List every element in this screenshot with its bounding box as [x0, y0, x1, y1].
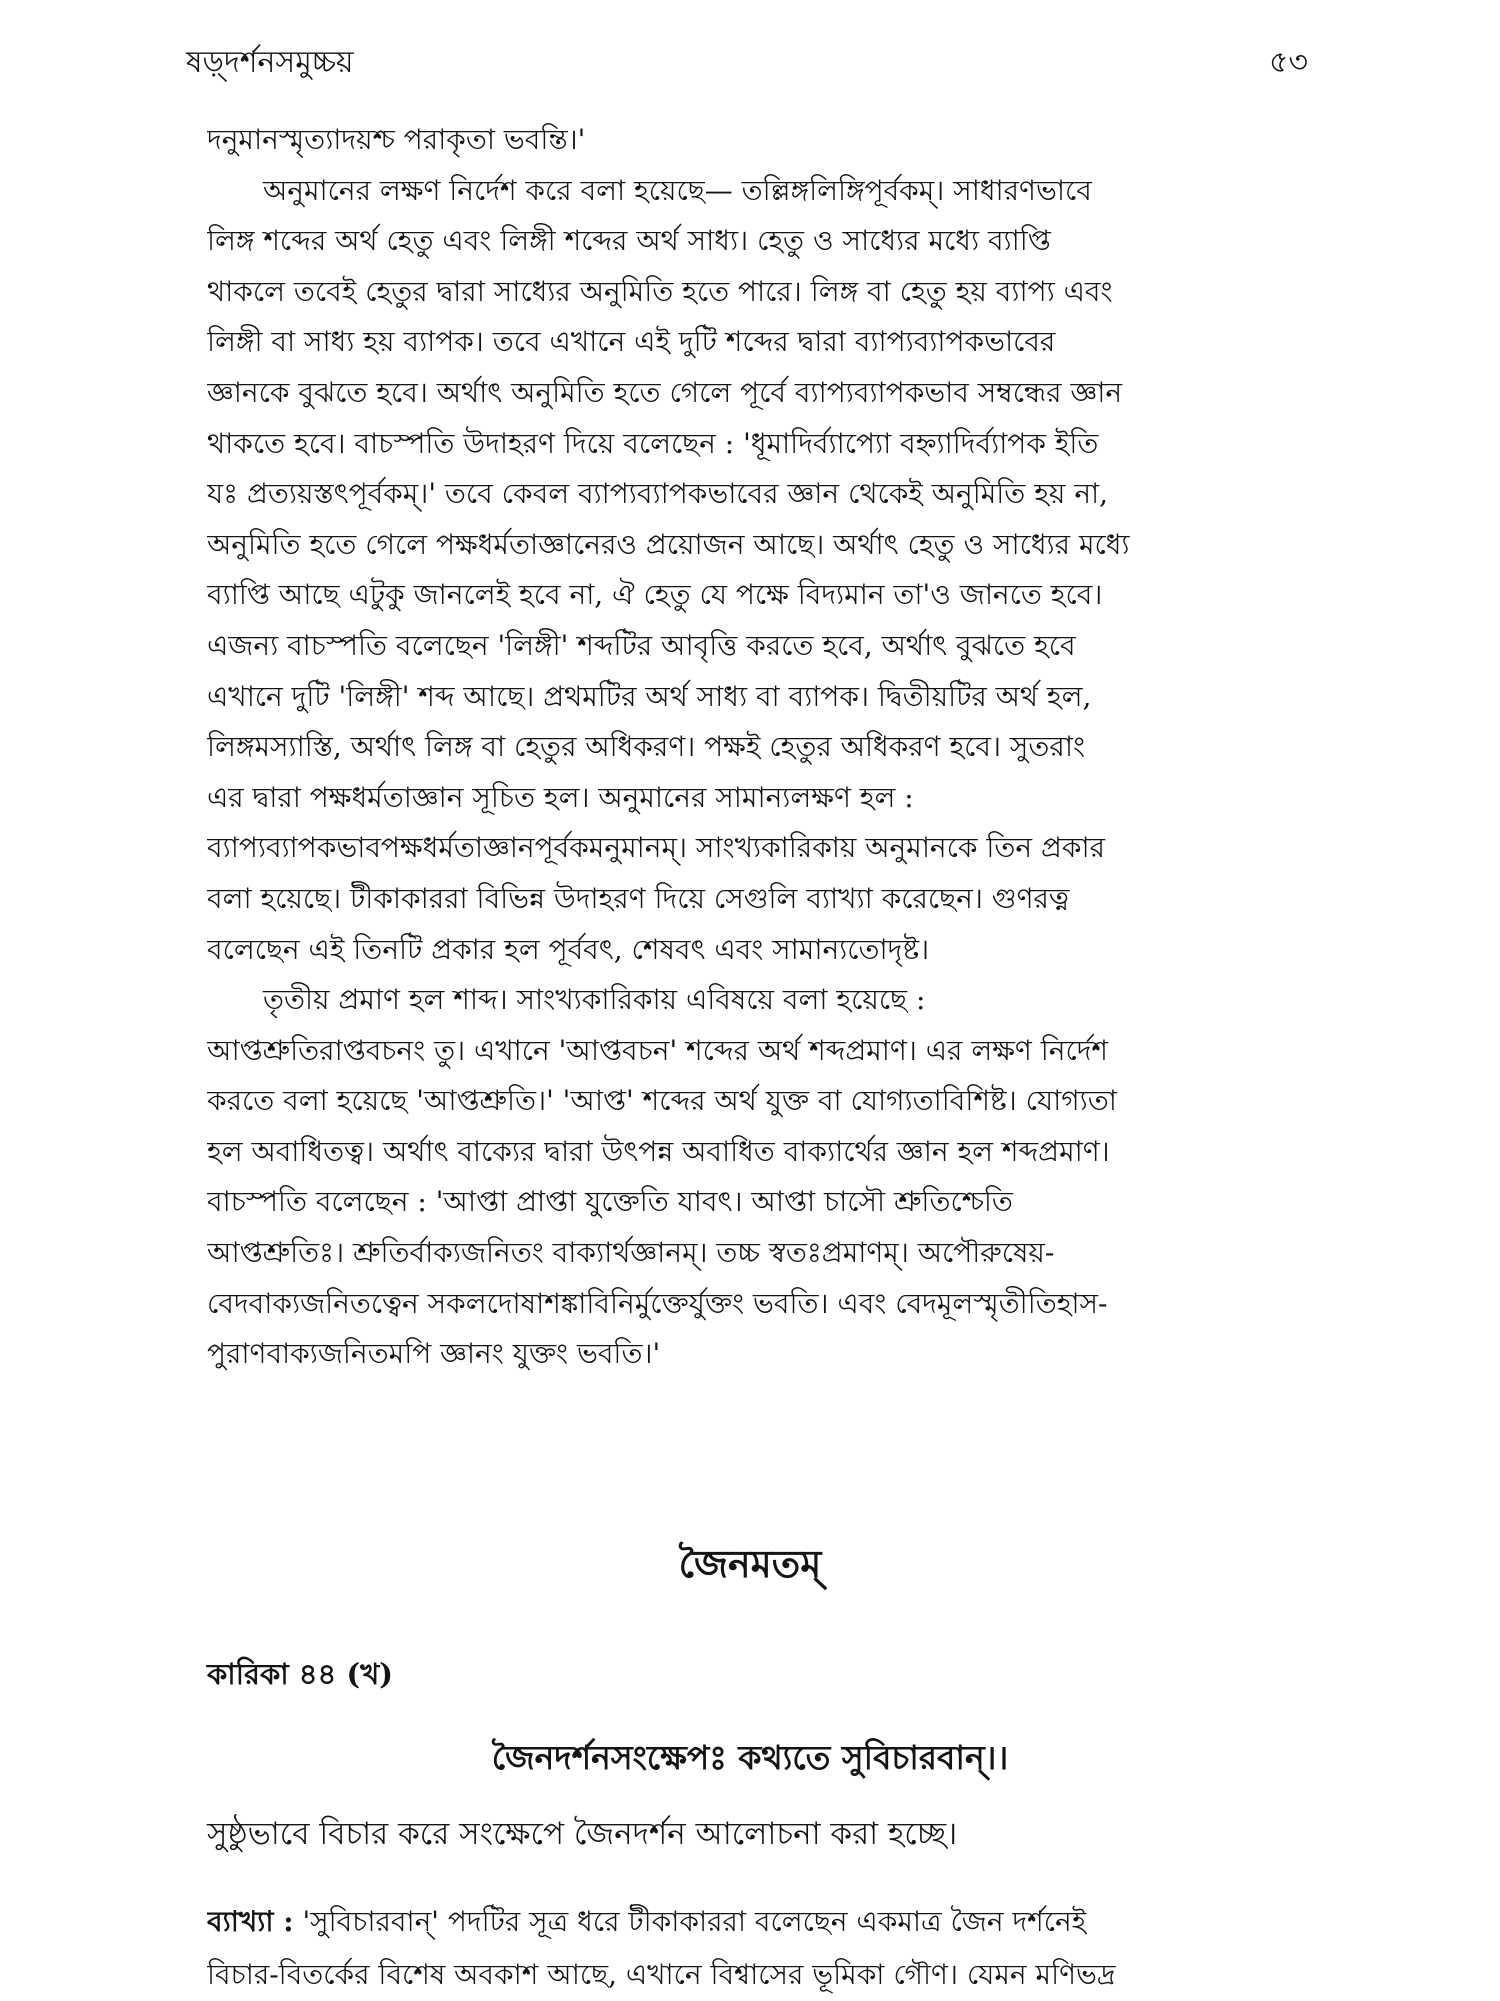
explanation-line: বিচার-বিতর্কের বিশেষ অবকাশ আছে, এখানে বিশ্বাসের ভূমিকা গৌণ। যেমন মণিভদ্র: [207, 1958, 1116, 1991]
text-line: বাচস্পতি বলেছেন : 'আপ্তা প্রাপ্তা যুক্তেতি যাবৎ। আপ্তা চাসৌ শ্রুতিশ্চেতি: [207, 1185, 1013, 1219]
text-line: হল অবাধিতত্ব। অর্থাৎ বাক্যের দ্বারা উৎপন্ন অবাধিত বাক্যার্থের জ্ঞান হল শব্দপ্রমাণ।: [207, 1134, 1110, 1168]
section-heading: জৈনমতম্: [678, 1541, 822, 1586]
text-line: এজন্য বাচস্পতি বলেছেন 'লিঙ্গী' শব্দটির আবৃত্তি করতে হবে, অর্থাৎ বুঝতে হবে: [207, 628, 1076, 662]
running-title: ষড়্দর্শনসমুচ্চয়: [186, 45, 354, 80]
explanation: [207, 1895, 1317, 2001]
text-line: যঃ প্রত্যয়স্তৎপূর্বকম্।' তবে কেবল ব্যাপ্যব্যাপকভাবের জ্ঞান থেকেই অনুমিতি হয় না,: [207, 477, 1109, 511]
text-line: আপ্তশ্রুতিঃ। শ্রুতির্বাক্যজনিতং বাক্যার্থজ্ঞানম্। তচ্চ স্বতঃপ্রমাণম্। অপৌরুষেয়-: [207, 1236, 1055, 1270]
text-line: অনুমানের লক্ষণ নির্দেশ করে বলা হয়েছে— তল্লিঙ্গলিঙ্গিপূর্বকম্। সাধারণভাবে: [263, 173, 1092, 207]
text-line: বেদবাক্যজনিতত্বেন সকলদোষাশঙ্কাবিনির্মুক্তের্যুক্তং ভবতি। এবং বেদমূলস্মৃতীতিহাস-: [207, 1286, 1108, 1320]
verse: জৈনদর্শনসংক্ষেপঃ কথ্যতে সুবিচারবান্।।: [491, 1738, 1009, 1777]
text-line: দনুমানস্মৃত্যাদয়শ্চ পরাকৃতা ভবন্তি।': [207, 123, 586, 156]
text-line: থাকলে তবেই হেতুর দ্বারা সাধ্যের অনুমিতি হতে পারে। লিঙ্গ বা হেতু হয় ব্যাপ্য এবং: [207, 274, 1113, 308]
text-line: বলা হয়েছে। টীকাকাররা বিভিন্ন উদাহরণ দিয়ে সেগুলি ব্যাখ্যা করেছেন। গুণরত্ন: [207, 881, 1070, 915]
text-line: বলেছেন এই তিনটি প্রকার হল পূর্ববৎ, শেষবৎ এবং সামান্যতোদৃষ্ট।: [207, 932, 930, 966]
text-line: এখানে দুটি 'লিঙ্গী' শব্দ আছে। প্রথমটির অর্থ সাধ্য বা ব্যাপক। দ্বিতীয়টির অর্থ হল,: [207, 679, 1092, 713]
text-line: লিঙ্গী বা সাধ্য হয় ব্যাপক। তবে এখানে এই দুটি শব্দের দ্বারা ব্যাপ্যব্যাপকভাবের: [207, 325, 1056, 359]
text-line: আপ্তশ্রুতিরাপ্তবচনং তু। এখানে 'আপ্তবচন' শব্দের অর্থ শব্দপ্রমাণ। এর লক্ষণ নির্দেশ: [207, 1033, 1108, 1067]
page-number: ৫৩: [1269, 45, 1308, 80]
body-text: [207, 115, 1317, 1380]
text-line: জ্ঞানকে বুঝতে হবে। অর্থাৎ অনুমিতি হতে গেলে পূর্বে ব্যাপ্যব্যাপকভাব সম্বন্ধের জ্ঞান: [207, 375, 1123, 409]
text-line: লিঙ্গ শব্দের অর্থ হেতু এবং লিঙ্গী শব্দের অর্থ সাধ্য। হেতু ও সাধ্যের মধ্যে ব্যাপ্তি: [207, 224, 1051, 258]
explanation-text: 'সুবিচারবান্' পদটির সূত্র ধরে টীকাকাররা বলেছেন একমাত্র জৈন দর্শনেই: [302, 1905, 1087, 1938]
text-line: করতে বলা হয়েছে 'আপ্তশ্রুতি।' 'আপ্ত' শব্দের অর্থ যুক্ত বা যোগ্যতাবিশিষ্ট। যোগ্যতা: [207, 1084, 1117, 1118]
karika-label: কারিকা ৪৪ (খ): [207, 1657, 393, 1691]
text-line: এর দ্বারা পক্ষধর্মতাজ্ঞান সূচিত হল। অনুমানের সামান্যলক্ষণ হল :: [207, 780, 914, 814]
explanation-line: [207, 1895, 1317, 1948]
text-line: থাকতে হবে। বাচস্পতি উদাহরণ দিয়ে বলেছেন : 'ধূমাদির্ব্যাপ্যো বহ্ন্যাদির্ব্যাপক ইতি: [207, 426, 1099, 460]
text-line: লিঙ্গমস্যাস্তি, অর্থাৎ লিঙ্গ বা হেতুর অধিকরণ। পক্ষই হেতুর অধিকরণ হবে। সুতরাং: [207, 730, 1086, 764]
text-line: পুরাণবাক্যজনিতমপি জ্ঞানং যুক্তং ভবতি।': [207, 1337, 661, 1371]
text-line: তৃতীয় প্রমাণ হল শাব্দ। সাংখ্যকারিকায় এবিষয়ে বলা হয়েছে :: [263, 983, 926, 1017]
text-line: অনুমিতি হতে গেলে পক্ষধর্মতাজ্ঞানেরও প্রয়োজন আছে। অর্থাৎ হেতু ও সাধ্যের মধ্যে: [207, 527, 1130, 561]
translation: সুষ্ঠুভাবে বিচার করে সংক্ষেপে জৈনদর্শন আলোচনা করা হচ্ছে।: [207, 1816, 958, 1852]
explanation-label: ব্যাখ্যা :: [207, 1905, 294, 1938]
text-line: ব্যাপ্যব্যাপকভাবপক্ষধর্মতাজ্ঞানপূর্বকমনুমানম্। সাংখ্যকারিকায় অনুমানকে তিন প্রকার: [207, 831, 1106, 865]
text-line: ব্যাপ্তি আছে এটুকু জানলেই হবে না, ঐ হেতু যে পক্ষে বিদ্যমান তা'ও জানতে হবে।: [207, 578, 1103, 612]
